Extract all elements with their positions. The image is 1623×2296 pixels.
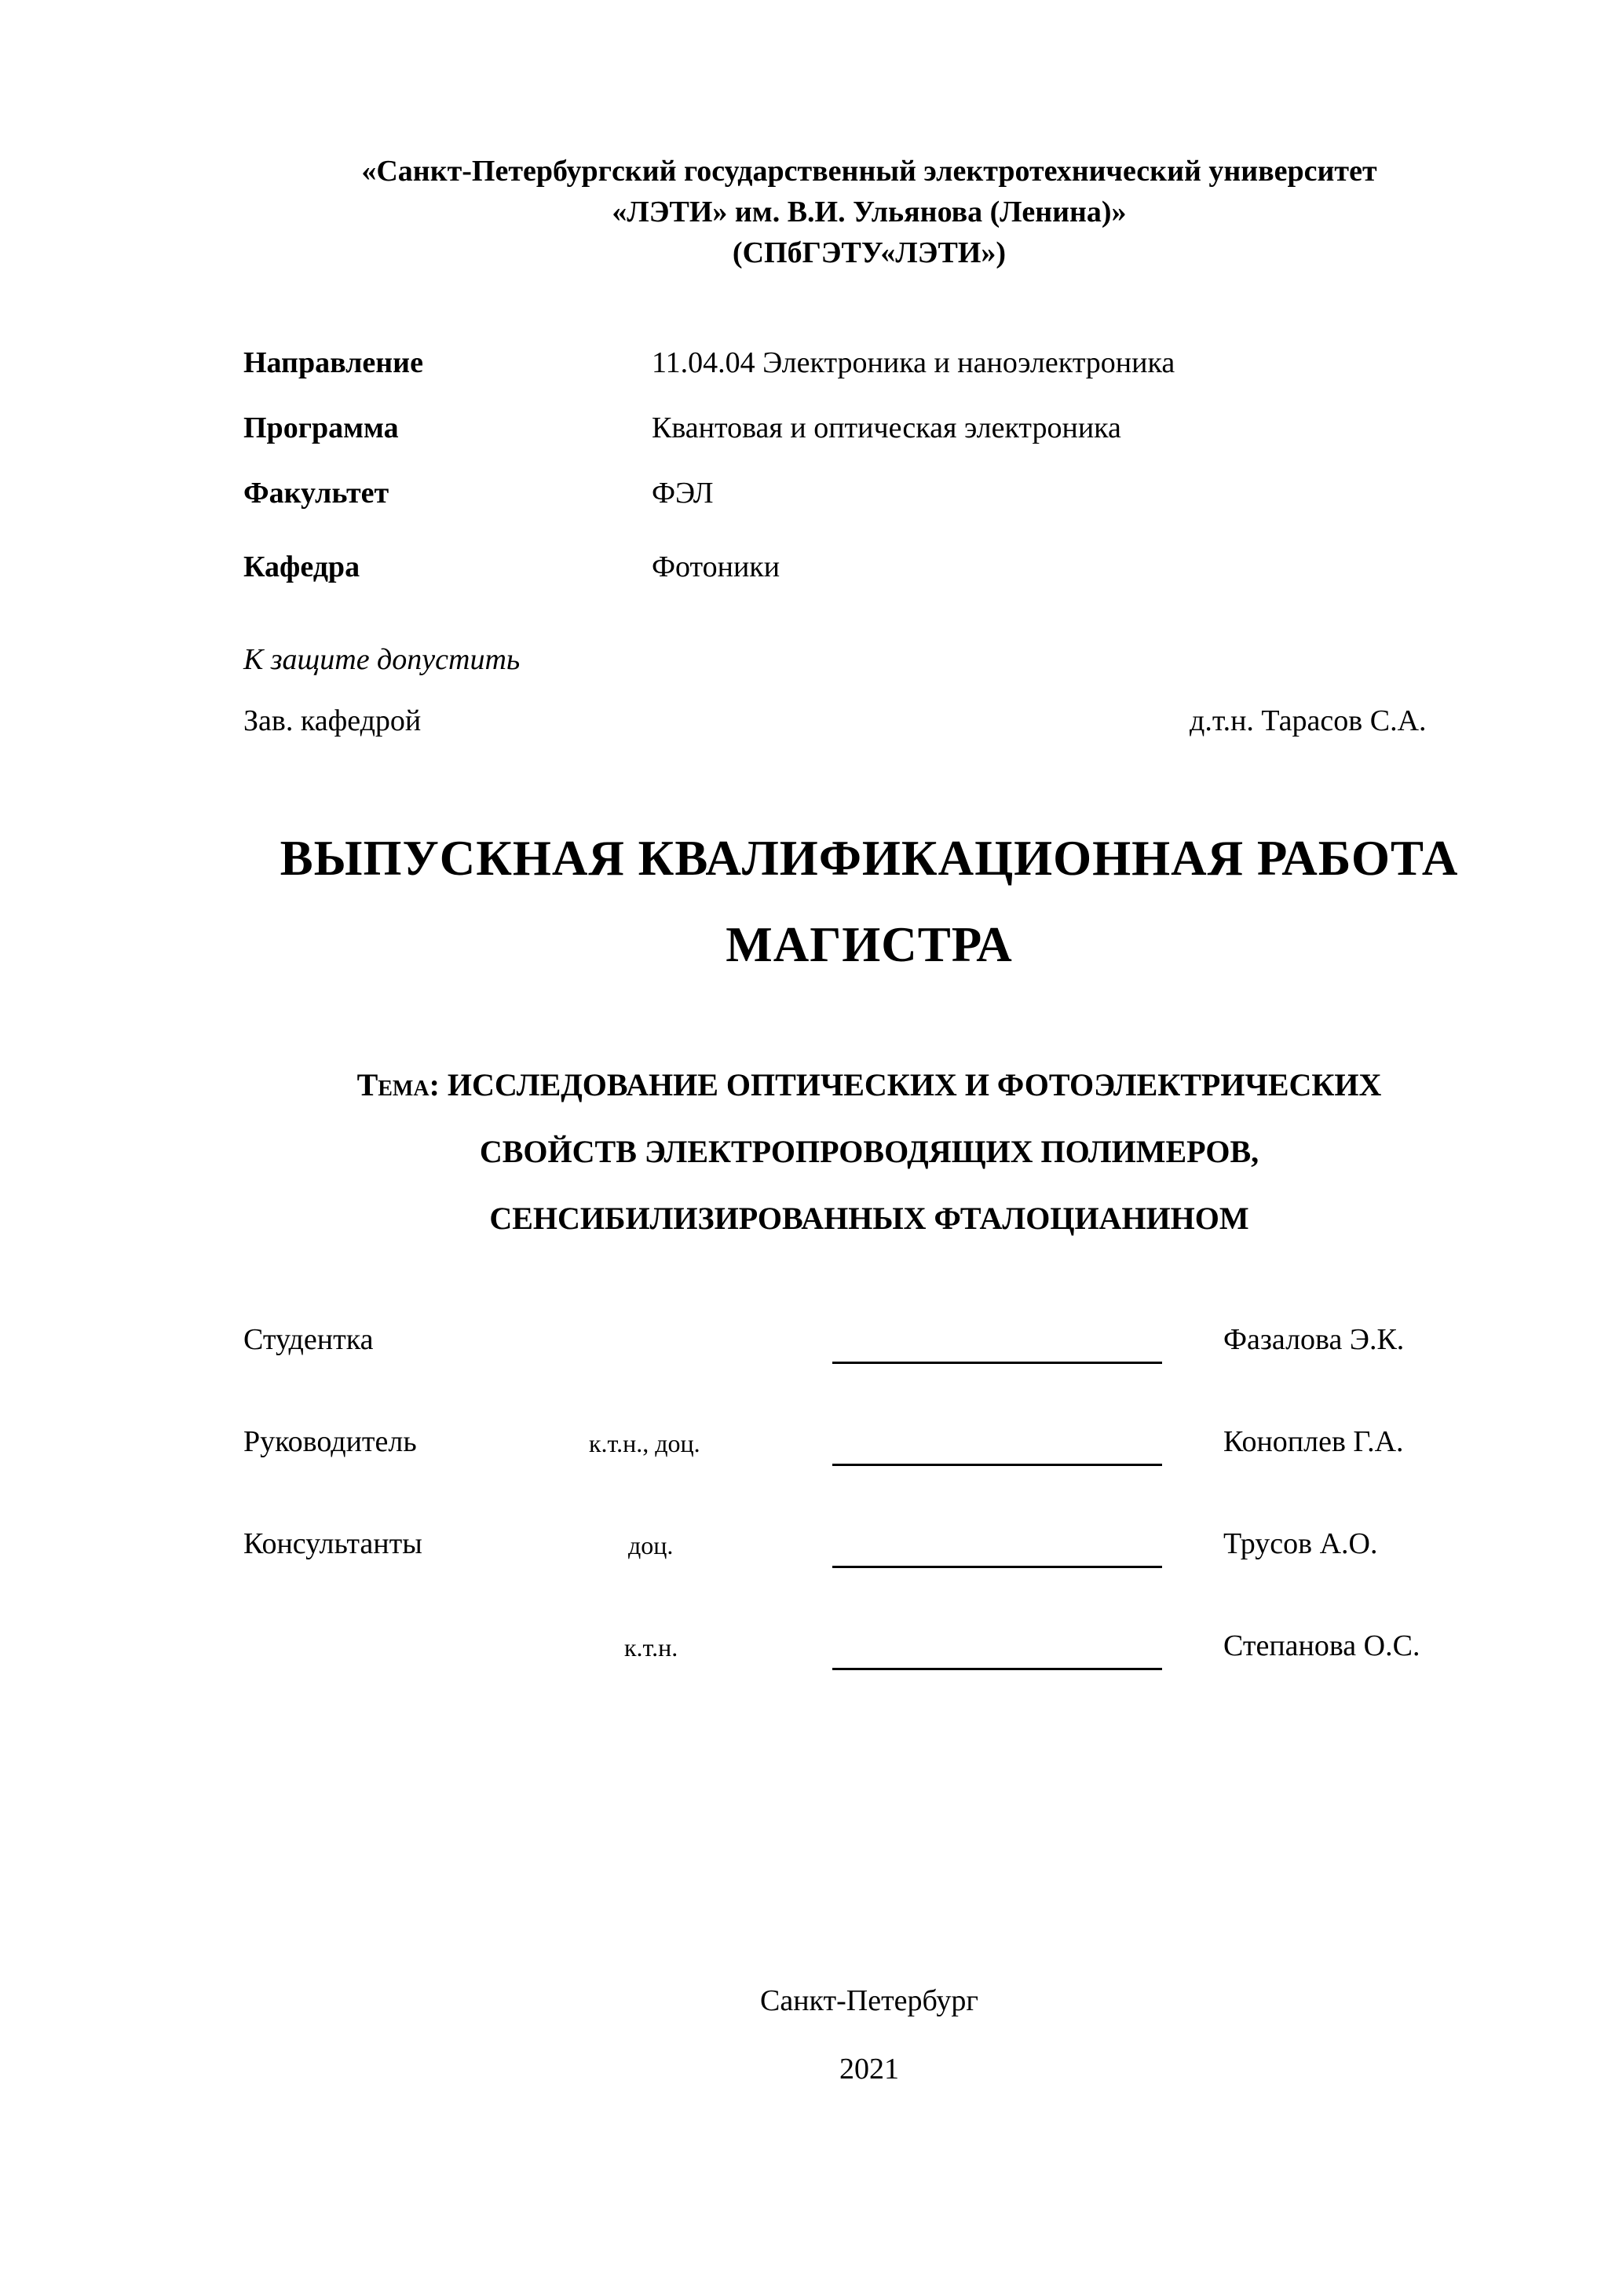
university-name-line-1: «Санкт-Петербургский государственный электротехнический университет [361,155,1377,188]
signature-degree-consultant-1: доц. [628,1531,674,1559]
field-label-department: Кафедра [243,550,360,583]
signature-degree-consultant-2: к.т.н. [624,1633,678,1662]
signature-role-student: Студентка [243,1323,374,1356]
signature-degree-supervisor: к.т.н., доц. [589,1429,700,1457]
signature-name-consultant-2: Степанова О.С. [1223,1629,1420,1662]
field-value-department: Фотоники [652,550,780,583]
signature-role-supervisor: Руководитель [243,1425,417,1458]
signature-role-consultants: Консультанты [243,1527,422,1560]
university-abbreviation: (СПбГЭТУ«ЛЭТИ») [732,236,1007,269]
field-value-program: Квантовая и оптическая электроника [652,411,1121,444]
signature-line [832,1566,1162,1568]
footer-city: Санкт-Петербург [759,1984,979,2017]
admit-to-defense-line: К защите допустить [243,643,521,676]
thesis-topic-line-3: СЕНСИБИЛИЗИРОВАННЫХ ФТАЛОЦИАНИНОМ [489,1201,1249,1236]
signature-line [832,1668,1162,1670]
signature-line [832,1464,1162,1466]
field-label-program: Программа [243,411,399,444]
topic-label: Тема: [356,1067,440,1102]
footer-year: 2021 [839,2053,899,2086]
university-header [232,151,1507,273]
department-head-name: д.т.н. Тарасов С.А. [1190,704,1427,737]
department-head-label: Зав. кафедрой [243,704,422,737]
main-title-line-2: МАГИСТРА [726,917,1013,972]
field-label-faculty: Факультет [243,477,389,510]
signature-line [832,1362,1162,1364]
university-name-line-2: «ЛЭТИ» им. В.И. Ульянова (Ленина)» [612,196,1127,229]
signature-name-supervisor: Коноплев Г.А. [1223,1425,1404,1458]
signature-name-consultant-1: Трусов А.О. [1223,1527,1378,1560]
field-value-faculty: ФЭЛ [652,477,714,510]
main-title-line-1: ВЫПУСКНАЯ КВАЛИФИКАЦИОННАЯ РАБОТА [280,831,1459,886]
field-label-direction: Направление [243,346,423,379]
thesis-topic-line-1 [232,1066,1507,1104]
signature-name-student: Фазалова Э.К. [1223,1323,1405,1356]
thesis-topic-line-2: СВОЙСТВ ЭЛЕКТРОПРОВОДЯЩИХ ПОЛИМЕРОВ, [479,1134,1259,1169]
topic-text-line-1: ИССЛЕДОВАНИЕ ОПТИЧЕСКИХ И ФОТОЭЛЕКТРИЧЕСКИХ [447,1067,1382,1102]
field-value-direction: 11.04.04 Электроника и наноэлектроника [652,346,1175,379]
